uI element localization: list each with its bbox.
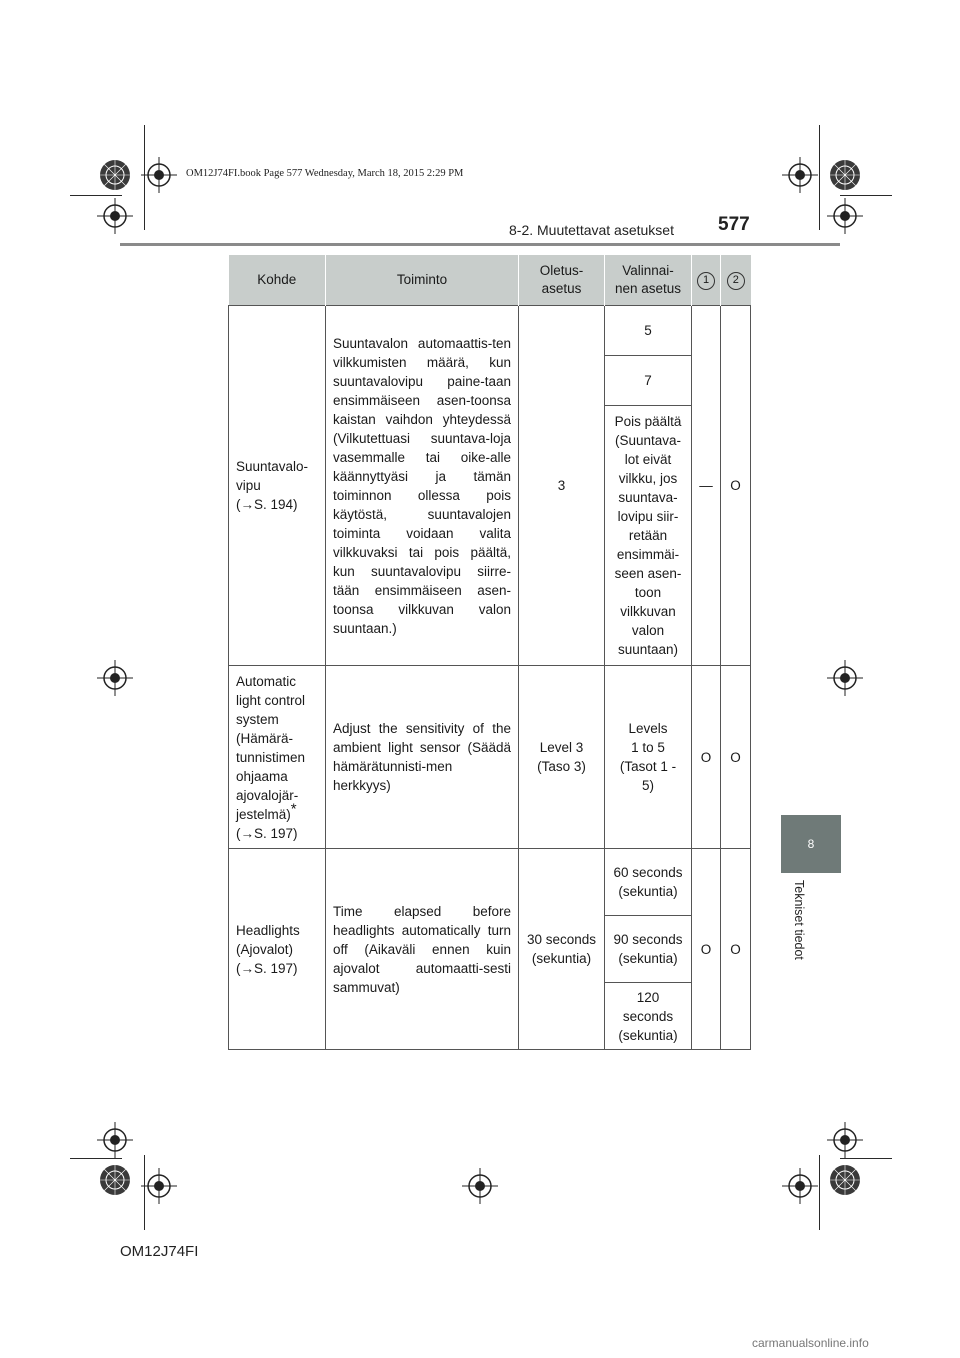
option-line: (Tasot 1 - 5) [619,759,677,793]
item-cell [229,849,326,1050]
chapter-label: Tekniset tiedot [792,880,806,960]
crosshair-mark-icon [97,660,133,696]
crosshair-mark-icon [827,1122,863,1158]
item-line: (→S. 194) [236,497,298,512]
col1-cell: — [692,306,721,666]
table-row [229,849,751,916]
book-info-line: OM12J74FI.book Page 577 Wednesday, March 18, 2015 2:29 PM [186,168,464,179]
crop-line [840,1158,892,1159]
col1-cell: O [692,666,721,849]
header-item: Kohde [229,255,326,306]
default-line: (Taso 3) [537,759,586,774]
circled-number-1: 1 [697,272,715,290]
crosshair-mark-icon [97,1122,133,1158]
item-line: light control [236,692,306,708]
option-cell: 120 seconds (sekuntia) [605,983,692,1050]
col1-cell: O [692,849,721,1050]
table-row [229,306,751,356]
table-row [229,666,751,849]
header-function: Toiminto [326,255,519,306]
header-custom [605,255,692,306]
crop-line [819,125,820,230]
chapter-number: 8 [807,837,815,851]
settings-table [228,255,751,1050]
option-line: Levels [628,721,668,736]
default-cell [519,666,605,849]
header-rule [120,243,840,246]
starburst-mark-icon [827,1162,863,1198]
crosshair-mark-icon [141,1168,177,1204]
circled-number-2: 2 [727,272,745,290]
col2-cell: O [721,666,751,849]
item-line: jestelmä) [236,806,291,822]
default-cell: 30 seconds (sekuntia) [519,849,605,1050]
item-line: ohjaama [236,768,288,784]
item-line: (Ajovalot) [236,941,294,957]
function-cell: Adjust the sensitivity of the ambient light sensor (Säädä hämärätunnisti-men herkkyys) [326,666,519,849]
crosshair-mark-icon [782,157,818,193]
item-line: tunnistimen [236,749,306,765]
option-cell [605,666,692,849]
header-col1 [692,255,721,306]
item-cell [229,666,326,849]
crop-line [840,195,892,196]
starburst-mark-icon [97,157,133,193]
option-cell: 90 seconds (sekuntia) [605,916,692,983]
item-line: (→S. 197) [236,960,298,976]
option-cell: Pois päältä (Suuntava-lot eivät vilkku, jos suuntava-lovipu siir-retään ensimmäi-seen asen-toon vilkkuvan valon suuntaan) [605,406,692,666]
item-line: system [236,711,279,727]
crosshair-mark-icon [827,660,863,696]
header-custom-line: Valinnai- [622,263,674,278]
crosshair-mark-icon [97,198,133,234]
starburst-mark-icon [97,1162,133,1198]
starburst-mark-icon [827,157,863,193]
header-col2 [721,255,751,306]
crop-line [819,1155,820,1230]
item-line: (→S. 197) [236,825,298,841]
crosshair-mark-icon [782,1168,818,1204]
crosshair-mark-icon [827,198,863,234]
function-cell: Time elapsed before headlights automatically turn off (Aikaväli ennen kuin ajovalot automaatti-sesti sammuvat) [326,849,519,1050]
header-default [519,255,605,306]
col2-cell: O [721,849,751,1050]
item-line: Suuntavalo- [236,459,309,474]
chapter-tab [781,815,841,873]
item-line: vipu [236,478,261,493]
crop-line [70,195,122,196]
section-title: 8-2. Muutettavat asetukset [509,222,674,238]
document-code: OM12J74FI [120,1243,199,1260]
item-line: Automatic [236,673,297,689]
header-default-line: Oletus- [539,263,584,278]
crosshair-mark-icon [141,157,177,193]
header-custom-line: nen asetus [614,281,682,296]
option-cell: 60 seconds (sekuntia) [605,849,692,916]
function-cell: Suuntavalon automaattis-ten vilkkumisten määrä, kun suuntavalovipu paine-taan ensimmäiseen asen-toonsa kaistan vaihdon yhteydessä (Vilkutettuasi suuntava-loja vasemmalle tai oike-alle käännyttyäsi ja tämän toiminnon ollessa pois käytöstä, suuntavalojen toiminta voidaan valita vilkkuvaksi tai pois päältä, kun suuntavalovipu siirre-tään ensimmäiseen asen-toonsa vilkkuvan valon suuntaan.) [326,306,519,666]
item-line: ajovalojär- [236,787,299,803]
default-cell: 3 [519,306,605,666]
footnote-mark: * [290,800,297,817]
option-cell: 5 [605,306,692,356]
option-line: 1 to 5 [631,740,665,755]
header-default-line: asetus [541,281,582,296]
default-line: Level 3 [539,740,584,755]
page-number: 577 [718,214,750,235]
crosshair-mark-icon [462,1168,498,1204]
watermark: carmanualsonline.info [752,1336,869,1350]
option-cell: 7 [605,356,692,406]
item-line: Headlights [236,922,300,938]
crop-line [70,1158,122,1159]
item-cell [229,306,326,666]
table-header-row [229,255,751,306]
item-line: (Hämärä- [236,730,294,746]
col2-cell: O [721,306,751,666]
